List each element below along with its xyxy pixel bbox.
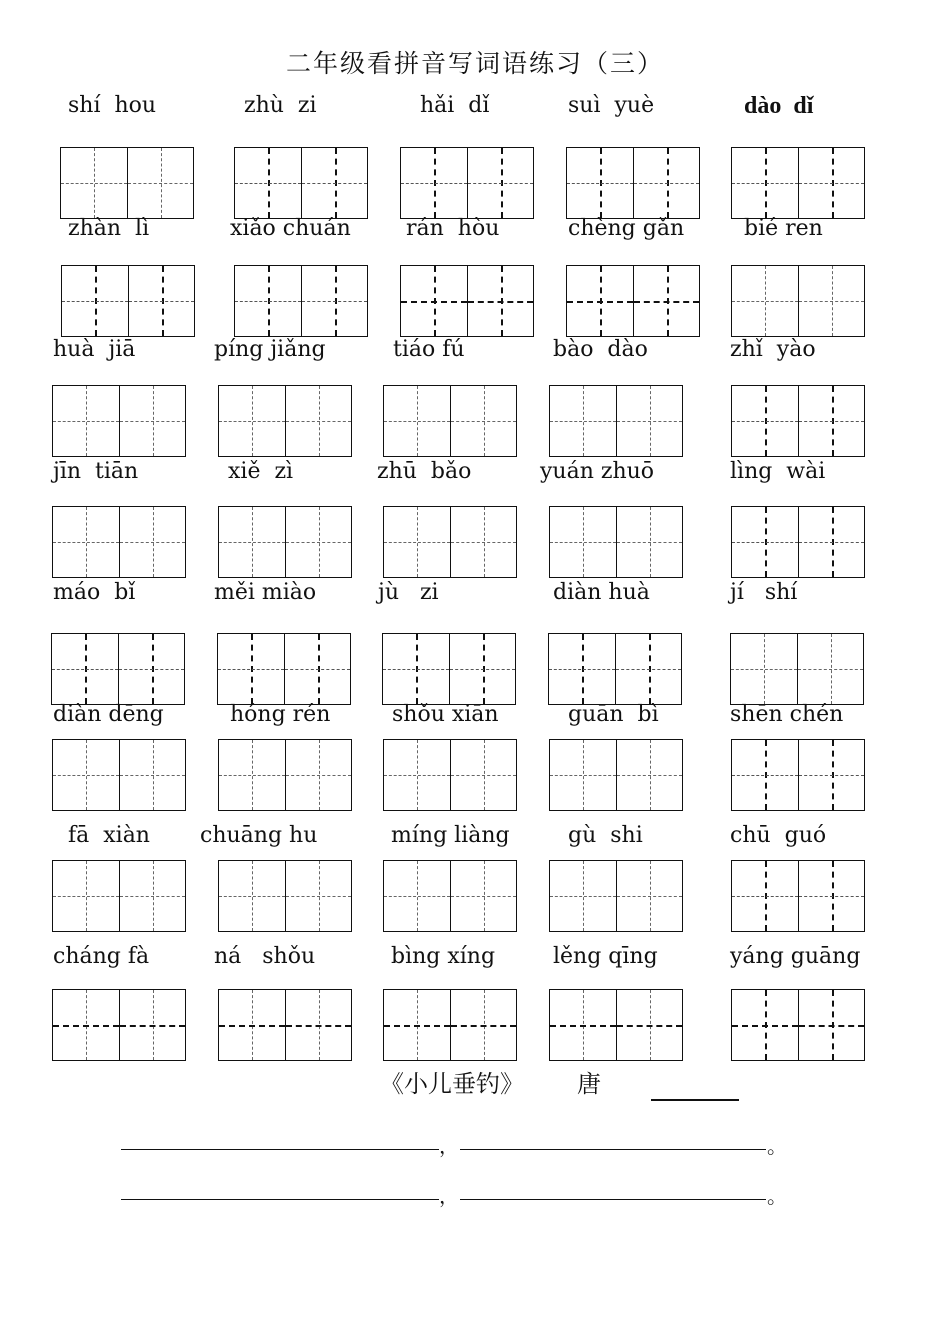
cell-guide-horizontal	[567, 301, 633, 303]
pinyin-label: máo bǐ	[53, 580, 136, 605]
cell-guide-horizontal	[550, 1025, 616, 1027]
character-cell[interactable]	[550, 507, 616, 577]
cell-guide-horizontal	[617, 542, 682, 543]
character-cell[interactable]	[616, 386, 682, 456]
character-cell[interactable]	[235, 148, 301, 218]
cell-guide-horizontal	[128, 183, 193, 184]
poem-dynasty: 唐	[577, 1070, 601, 1098]
cell-guide-horizontal	[451, 1025, 516, 1027]
pinyin-label: hǎi dǐ	[420, 93, 490, 118]
character-cell[interactable]	[615, 634, 681, 704]
writing-box-pair[interactable]	[731, 147, 865, 219]
cell-guide-horizontal	[120, 1025, 185, 1027]
character-cell[interactable]	[53, 386, 119, 456]
writing-box-pair[interactable]	[566, 147, 700, 219]
character-cell[interactable]	[567, 148, 633, 218]
character-cell[interactable]	[798, 148, 864, 218]
writing-box-pair[interactable]	[60, 147, 194, 219]
character-cell[interactable]	[285, 740, 351, 810]
writing-box-pair[interactable]	[218, 739, 352, 811]
cell-guide-horizontal	[53, 421, 119, 422]
character-cell[interactable]	[53, 861, 119, 931]
cell-guide-horizontal	[235, 301, 301, 302]
cell-guide-horizontal	[384, 1025, 450, 1027]
pinyin-label: jīn tiān	[53, 459, 139, 484]
character-cell[interactable]	[119, 507, 185, 577]
pinyin-label: cháng fà	[53, 944, 150, 969]
pinyin-label: lìng wài	[730, 459, 826, 484]
poem-period-1: 。	[767, 1134, 787, 1158]
character-cell[interactable]	[550, 990, 616, 1060]
pinyin-label: yáng guāng	[730, 944, 861, 969]
pinyin-label: píng jiǎng	[214, 337, 326, 362]
pinyin-label: yuán zhuō	[540, 459, 655, 484]
cell-guide-horizontal	[219, 542, 285, 543]
writing-box-pair[interactable]	[400, 147, 534, 219]
poem-comma-1: ，	[439, 1134, 459, 1158]
character-cell[interactable]	[798, 266, 864, 336]
pinyin-label: zhàn lì	[68, 216, 150, 241]
character-cell[interactable]	[633, 148, 699, 218]
character-cell[interactable]	[449, 634, 515, 704]
cell-guide-horizontal	[401, 301, 467, 303]
character-cell[interactable]	[450, 990, 516, 1060]
cell-guide-horizontal	[451, 896, 516, 897]
writing-box-pair[interactable]	[217, 633, 351, 705]
cell-guide-horizontal	[120, 775, 185, 776]
pinyin-label: xiǎo chuán	[230, 216, 351, 241]
pinyin-label: guān bì	[568, 702, 659, 727]
cell-guide-horizontal	[799, 301, 864, 302]
writing-box-pair[interactable]	[400, 265, 534, 337]
character-cell[interactable]	[285, 507, 351, 577]
cell-guide-horizontal	[468, 183, 533, 184]
cell-guide-horizontal	[731, 669, 797, 670]
character-cell[interactable]	[450, 386, 516, 456]
cell-guide-horizontal	[286, 896, 351, 897]
character-cell[interactable]	[732, 507, 798, 577]
writing-box-pair[interactable]	[218, 860, 352, 932]
writing-box-pair[interactable]	[549, 385, 683, 457]
pinyin-label: jí shí	[730, 580, 798, 605]
character-cell[interactable]	[119, 386, 185, 456]
cell-guide-horizontal	[451, 542, 516, 543]
poem-period-2: 。	[767, 1184, 787, 1208]
character-cell[interactable]	[119, 990, 185, 1060]
character-cell[interactable]	[62, 266, 128, 336]
cell-guide-horizontal	[62, 301, 128, 302]
cell-guide-horizontal	[218, 669, 284, 670]
character-cell[interactable]	[401, 266, 467, 336]
character-cell[interactable]	[633, 266, 699, 336]
pinyin-label: chuāng hu	[200, 823, 318, 848]
character-cell[interactable]	[549, 634, 615, 704]
pinyin-label: chèng gǎn	[568, 216, 685, 241]
character-cell[interactable]	[119, 740, 185, 810]
cell-guide-horizontal	[285, 669, 350, 670]
writing-box-pair[interactable]	[566, 265, 700, 337]
character-cell[interactable]	[450, 507, 516, 577]
page-title: 二年级看拼音写词语练习（三）	[285, 49, 664, 78]
character-cell[interactable]	[732, 148, 798, 218]
writing-box-pair[interactable]	[52, 989, 186, 1061]
writing-box-pair[interactable]	[383, 989, 517, 1061]
writing-box-pair[interactable]	[731, 989, 865, 1061]
writing-box-pair[interactable]	[731, 860, 865, 932]
cell-guide-horizontal	[799, 183, 864, 184]
cell-guide-horizontal	[451, 775, 516, 776]
writing-box-pair[interactable]	[52, 739, 186, 811]
pinyin-label: měi miào	[214, 580, 317, 605]
cell-guide-horizontal	[52, 669, 118, 670]
cell-guide-horizontal	[550, 421, 616, 422]
cell-guide-horizontal	[732, 301, 798, 302]
pinyin-label: diàn dēng	[53, 702, 164, 727]
cell-guide-horizontal	[219, 1025, 285, 1027]
character-cell[interactable]	[550, 386, 616, 456]
poem-line-2b-blank[interactable]	[460, 1199, 766, 1200]
cell-guide-horizontal	[384, 421, 450, 422]
character-cell[interactable]	[616, 507, 682, 577]
cell-guide-horizontal	[732, 775, 798, 776]
poem-line-1b-blank[interactable]	[460, 1149, 766, 1150]
writing-box-pair[interactable]	[549, 739, 683, 811]
cell-guide-horizontal	[219, 775, 285, 776]
writing-box-pair[interactable]	[731, 385, 865, 457]
character-cell[interactable]	[384, 990, 450, 1060]
cell-guide-horizontal	[732, 183, 798, 184]
cell-guide-horizontal	[219, 896, 285, 897]
cell-guide-horizontal	[732, 896, 798, 897]
character-cell[interactable]	[219, 386, 285, 456]
character-cell[interactable]	[567, 266, 633, 336]
cell-guide-horizontal	[302, 183, 367, 184]
character-cell[interactable]	[285, 990, 351, 1060]
poem-line-1a-blank[interactable]	[121, 1149, 439, 1150]
character-cell[interactable]	[384, 507, 450, 577]
pinyin-label: rán hòu	[406, 216, 500, 241]
writing-box-pair[interactable]	[218, 506, 352, 578]
character-cell[interactable]	[53, 990, 119, 1060]
writing-box-pair[interactable]	[61, 265, 195, 337]
cell-guide-horizontal	[799, 421, 864, 422]
cell-guide-horizontal	[120, 421, 185, 422]
pinyin-label: míng liàng	[391, 823, 510, 848]
character-cell[interactable]	[798, 507, 864, 577]
writing-box-pair[interactable]	[383, 739, 517, 811]
cell-guide-horizontal	[617, 421, 682, 422]
writing-box-pair[interactable]	[548, 633, 682, 705]
character-cell[interactable]	[384, 740, 450, 810]
writing-box-pair[interactable]	[549, 506, 683, 578]
cell-guide-horizontal	[129, 301, 194, 302]
character-cell[interactable]	[798, 861, 864, 931]
cell-guide-horizontal	[235, 183, 301, 184]
pinyin-label: bào dào	[553, 337, 648, 362]
cell-guide-horizontal	[53, 896, 119, 897]
cell-guide-horizontal	[451, 421, 516, 422]
cell-guide-horizontal	[286, 1025, 351, 1027]
cell-guide-horizontal	[119, 669, 184, 670]
character-cell[interactable]	[284, 634, 350, 704]
character-cell[interactable]	[732, 386, 798, 456]
cell-guide-horizontal	[120, 542, 185, 543]
pinyin-label: zhū bǎo	[377, 459, 472, 484]
writing-box-pair[interactable]	[549, 989, 683, 1061]
pinyin-label: jù zi	[378, 580, 439, 605]
writing-box-pair[interactable]	[52, 860, 186, 932]
character-cell[interactable]	[119, 861, 185, 931]
cell-guide-horizontal	[617, 775, 682, 776]
pinyin-label: bié ren	[744, 216, 823, 241]
pinyin-label: lěng qīng	[553, 944, 658, 969]
pinyin-label: shēn chén	[730, 702, 844, 727]
cell-guide-horizontal	[567, 183, 633, 184]
cell-guide-horizontal	[286, 775, 351, 776]
character-cell[interactable]	[732, 740, 798, 810]
cell-guide-horizontal	[401, 183, 467, 184]
character-cell[interactable]	[53, 507, 119, 577]
writing-box-pair[interactable]	[51, 633, 185, 705]
character-cell[interactable]	[550, 740, 616, 810]
character-cell[interactable]	[550, 861, 616, 931]
cell-guide-horizontal	[550, 896, 616, 897]
character-cell[interactable]	[52, 634, 118, 704]
cell-guide-horizontal	[120, 896, 185, 897]
character-cell[interactable]	[285, 386, 351, 456]
pinyin-label: suì yuè	[568, 93, 655, 118]
cell-guide-horizontal	[53, 542, 119, 543]
character-cell[interactable]	[235, 266, 301, 336]
character-cell[interactable]	[53, 740, 119, 810]
character-cell[interactable]	[798, 386, 864, 456]
pinyin-label: zhù zi	[244, 93, 317, 118]
cell-guide-horizontal	[302, 301, 367, 302]
author-blank[interactable]	[651, 1099, 739, 1101]
cell-guide-horizontal	[286, 542, 351, 543]
pinyin-label: tiáo fú	[393, 337, 465, 362]
writing-box-pair[interactable]	[234, 265, 368, 337]
character-cell[interactable]	[219, 861, 285, 931]
writing-box-pair[interactable]	[382, 633, 516, 705]
pinyin-label: huà jiā	[53, 337, 136, 362]
pinyin-label: zhǐ yào	[730, 337, 816, 362]
character-cell[interactable]	[450, 740, 516, 810]
character-cell[interactable]	[401, 148, 467, 218]
cell-guide-horizontal	[468, 301, 533, 303]
character-cell[interactable]	[467, 266, 533, 336]
character-cell[interactable]	[219, 740, 285, 810]
writing-box-pair[interactable]	[52, 385, 186, 457]
character-cell[interactable]	[383, 634, 449, 704]
pinyin-label: hóng rén	[230, 702, 331, 727]
cell-guide-horizontal	[732, 542, 798, 543]
writing-box-pair[interactable]	[234, 147, 368, 219]
cell-guide-horizontal	[384, 896, 450, 897]
character-cell[interactable]	[219, 507, 285, 577]
pinyin-label: xiě zì	[228, 459, 294, 484]
cell-guide-horizontal	[732, 421, 798, 422]
character-cell[interactable]	[732, 990, 798, 1060]
cell-guide-horizontal	[450, 669, 515, 670]
cell-guide-horizontal	[634, 301, 699, 303]
character-cell[interactable]	[616, 861, 682, 931]
pinyin-label: diàn huà	[553, 580, 650, 605]
character-cell[interactable]	[732, 266, 798, 336]
pinyin-label: shǒu xiān	[392, 702, 499, 727]
cell-guide-horizontal	[799, 542, 864, 543]
cell-guide-horizontal	[383, 669, 449, 670]
writing-box-pair[interactable]	[52, 506, 186, 578]
character-cell[interactable]	[301, 148, 367, 218]
writing-box-pair[interactable]	[218, 385, 352, 457]
character-cell[interactable]	[731, 634, 797, 704]
writing-box-pair[interactable]	[383, 506, 517, 578]
pinyin-label: gù shi	[568, 823, 643, 848]
character-cell[interactable]	[450, 861, 516, 931]
cell-guide-horizontal	[384, 775, 450, 776]
character-cell[interactable]	[127, 148, 193, 218]
character-cell[interactable]	[616, 990, 682, 1060]
pinyin-label: dào dǐ	[744, 93, 814, 119]
cell-guide-horizontal	[732, 1025, 798, 1027]
writing-box-pair[interactable]	[731, 265, 865, 337]
writing-box-pair[interactable]	[731, 739, 865, 811]
poem-comma-2: ，	[439, 1184, 459, 1208]
poem-line-2a-blank[interactable]	[121, 1199, 439, 1200]
cell-guide-horizontal	[286, 421, 351, 422]
character-cell[interactable]	[616, 740, 682, 810]
cell-guide-horizontal	[616, 669, 681, 670]
cell-guide-horizontal	[799, 775, 864, 776]
pinyin-label: ná shǒu	[214, 944, 316, 969]
cell-guide-horizontal	[799, 1025, 864, 1027]
writing-box-pair[interactable]	[383, 860, 517, 932]
cell-guide-horizontal	[384, 542, 450, 543]
character-cell[interactable]	[467, 148, 533, 218]
cell-guide-horizontal	[617, 1025, 682, 1027]
cell-guide-horizontal	[550, 775, 616, 776]
character-cell[interactable]	[219, 990, 285, 1060]
cell-guide-horizontal	[219, 421, 285, 422]
character-cell[interactable]	[61, 148, 127, 218]
cell-guide-horizontal	[617, 896, 682, 897]
cell-guide-horizontal	[53, 775, 119, 776]
writing-box-pair[interactable]	[383, 385, 517, 457]
character-cell[interactable]	[128, 266, 194, 336]
writing-box-pair[interactable]	[218, 989, 352, 1061]
character-cell[interactable]	[384, 386, 450, 456]
cell-guide-horizontal	[634, 183, 699, 184]
character-cell[interactable]	[301, 266, 367, 336]
pinyin-label: chū guó	[730, 823, 827, 848]
pinyin-label: bìng xíng	[391, 944, 496, 969]
character-cell[interactable]	[732, 861, 798, 931]
poem-title: 《小儿垂钓》	[380, 1070, 524, 1098]
character-cell[interactable]	[798, 740, 864, 810]
character-cell[interactable]	[285, 861, 351, 931]
cell-guide-horizontal	[798, 669, 863, 670]
character-cell[interactable]	[218, 634, 284, 704]
cell-guide-horizontal	[53, 1025, 119, 1027]
writing-box-pair[interactable]	[549, 860, 683, 932]
writing-box-pair[interactable]	[730, 633, 864, 705]
character-cell[interactable]	[118, 634, 184, 704]
writing-box-pair[interactable]	[731, 506, 865, 578]
character-cell[interactable]	[384, 861, 450, 931]
character-cell[interactable]	[798, 990, 864, 1060]
cell-guide-horizontal	[550, 542, 616, 543]
cell-guide-horizontal	[61, 183, 127, 184]
cell-guide-horizontal	[549, 669, 615, 670]
pinyin-label: fā xiàn	[68, 823, 150, 848]
character-cell[interactable]	[797, 634, 863, 704]
cell-guide-horizontal	[799, 896, 864, 897]
pinyin-label: shí hou	[68, 93, 157, 118]
